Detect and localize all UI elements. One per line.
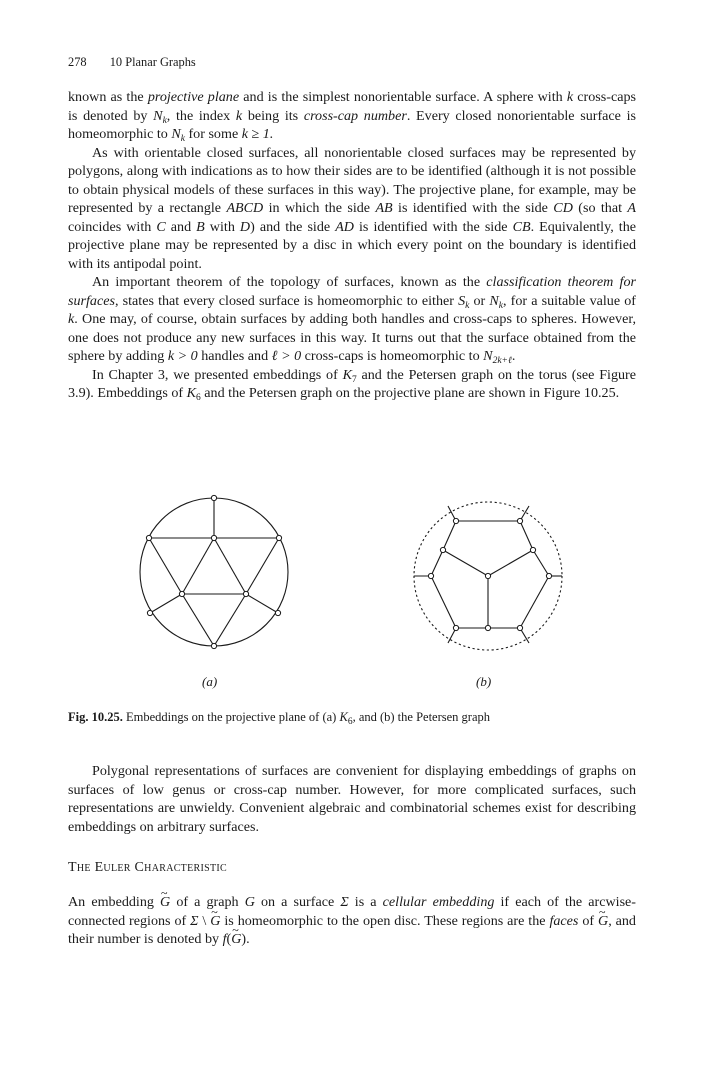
k6-edge <box>214 538 246 594</box>
petersen-edge <box>431 550 443 576</box>
paragraph-polygonal-representations: Polygonal representations of surfaces are convenient for displaying embeddings of graphs on surfaces of low genus or cross-cap number. However, for more complicated surfaces, such representations are unwieldy. Convenient algebraic and combinatorial schemes exist for describing embeddings on arbitrary surfaces. <box>68 763 636 835</box>
petersen-edge <box>520 576 549 628</box>
k6-edge <box>149 538 182 594</box>
petersen-edge <box>520 521 533 550</box>
k6-edge <box>182 538 214 594</box>
k6-edge <box>246 538 279 594</box>
paragraph-polygon-representation: As with orientable closed surfaces, all nonorientable closed surfaces may be represented by polygons, along with indications as to how their sides are to be identified (although it is not possible to obtain physical models of these surfaces in this way). The projective plane, for example, may be represented by a rectangle ABCD in which the side AB is identified with the side CD (so that A coincides with C and B with D) and the side AD is identified with the side CB. Equivalently, the projective plane may be represented by a disc in which every point on the boundary is identified with its antipodal point. <box>68 144 637 272</box>
figure-10-25 <box>68 488 636 698</box>
paragraph-classification-theorem: An important theorem of the topology of surfaces, known as the classification theorem for surfaces, states that every closed surface is homeomorphic to either $S_k$ or $N_k$, for a suitable value of k. One may, of course, obtain surfaces by adding both handles and cross-caps to spheres. However, one does not produce any new surfaces in this way. It turns out that the surface obtained from the sphere by adding k > 0 handles and ℓ > 0 cross-caps is homeomorphic to $N_{2k+\ell}$. <box>68 274 636 366</box>
petersen-edge <box>431 576 456 628</box>
k6-embedding <box>140 498 288 646</box>
petersen-edge <box>488 550 533 576</box>
petersen-vertex <box>485 625 490 630</box>
k6-edge <box>182 594 214 646</box>
petersen-vertex <box>517 625 522 630</box>
page-number: 278 <box>68 55 87 69</box>
paragraph-chapter3-reference: In Chapter 3, we presented embeddings of $K_7$ and the Petersen graph on the torus (see Figure 3.9). Embeddings of $K_6$ and the Petersen graph on the projective plane are shown in Figure 10.25. <box>68 366 636 403</box>
petersen-vertex <box>440 547 445 552</box>
k6-edge <box>214 594 246 646</box>
k6-vertex <box>276 535 281 540</box>
k6-vertex <box>211 535 216 540</box>
chapter-title: 10 Planar Graphs <box>109 55 196 69</box>
paragraph-cellular-embedding: An embedding ~ G of a graph G on a surface Σ is a cellular embedding if each of the arcwise-connected regions of Σ \ ~ G is homeomorphic to the open disc. These regions are the faces of ~ G, and their number is denoted by f(~ G). <box>68 893 636 949</box>
k6-vertex <box>211 643 216 648</box>
k6-vertex <box>146 535 151 540</box>
figure-caption: Fig. 10.25. Embeddings on the projective plane of (a) $K_6$, and (b) the Petersen graph <box>68 710 491 727</box>
section-heading-euler: The Euler Characteristic <box>68 860 227 875</box>
petersen-vertex <box>428 573 433 578</box>
figure-drawing <box>68 488 636 698</box>
petersen-vertex <box>530 547 535 552</box>
figure-label-a: (a) <box>202 674 218 689</box>
k6-vertex <box>275 610 280 615</box>
k6-edge <box>150 594 182 613</box>
petersen-edge <box>533 550 549 576</box>
k6-vertex <box>179 591 184 596</box>
section-euler <box>68 893 636 949</box>
figure-label-b: (b) <box>476 674 492 689</box>
petersen-vertex <box>485 573 490 578</box>
k6-vertex <box>147 610 152 615</box>
section-nonorientable <box>68 88 636 403</box>
k6-vertex <box>211 495 216 500</box>
k6-edge <box>246 594 278 613</box>
petersen-vertex <box>517 518 522 523</box>
petersen-vertices <box>428 518 551 630</box>
section-polygonal <box>68 762 636 836</box>
k6-vertex <box>243 591 248 596</box>
petersen-vertex <box>453 625 458 630</box>
running-head <box>68 55 196 70</box>
petersen-edge <box>443 521 456 550</box>
petersen-vertex <box>453 518 458 523</box>
petersen-vertex <box>546 573 551 578</box>
petersen-edge <box>443 550 488 576</box>
paragraph-projective-plane: known as the projective plane and is the simplest nonorientable surface. A sphere with k cross-caps is denoted by $N_k$, the index k being its cross-cap number. Every closed nonorientable surface is homeomorphic to $N_k$ for some k ≥ 1. <box>68 89 637 144</box>
